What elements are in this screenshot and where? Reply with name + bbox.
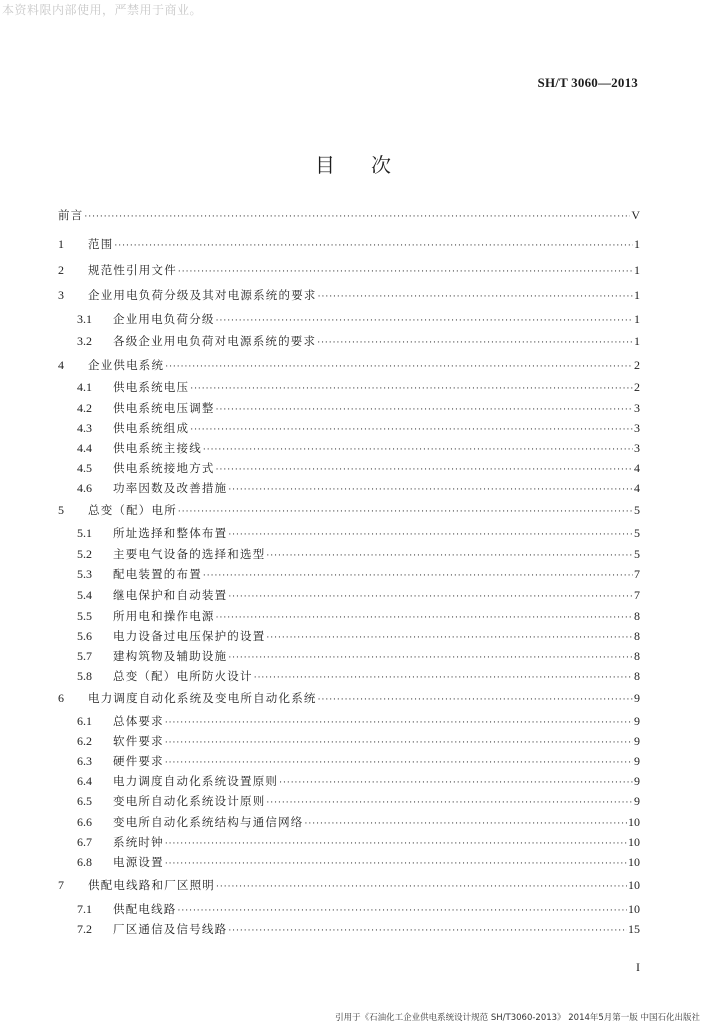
toc-dot-leader	[305, 815, 628, 833]
toc-entry-title: 所用电和操作电源	[113, 609, 215, 623]
toc-entry-page: 1	[634, 263, 640, 277]
toc-entry-number: 3.1	[77, 312, 92, 326]
toc-entry	[58, 286, 640, 304]
toc-dot-leader	[165, 734, 633, 752]
toc-entry	[77, 667, 640, 685]
toc-entry-title: 供配电线路和厂区照明	[88, 878, 215, 892]
toc-entry-title: 软件要求	[113, 734, 164, 748]
toc-dot-leader	[203, 441, 633, 459]
toc-entry-title: 配电装置的布置	[113, 567, 202, 581]
toc-entry-title: 继电保护和自动装置	[113, 588, 228, 602]
toc-entry-page: 9	[634, 794, 640, 808]
toc-entry-number: 6.2	[77, 734, 92, 748]
toc-dot-leader	[216, 401, 633, 419]
toc-entry-title: 变电所自动化系统结构与通信网络	[113, 815, 304, 829]
toc-entry	[58, 206, 640, 224]
toc-entry-number: 6.8	[77, 855, 92, 869]
toc-entry	[77, 419, 640, 437]
toc-dot-leader	[318, 288, 633, 306]
toc-entry-title: 所址选择和整体布置	[113, 526, 228, 540]
toc-entry-number: 5.5	[77, 609, 92, 623]
toc-entry	[77, 310, 640, 328]
toc-entry-page: 8	[634, 649, 640, 663]
toc-entry	[77, 439, 640, 457]
toc-entry-number: 7.1	[77, 902, 92, 916]
toc-entry-page: 1	[634, 237, 640, 251]
toc-entry-title: 电力调度自动化系统设置原则	[113, 774, 279, 788]
toc-dot-leader	[254, 669, 633, 687]
toc-entry-title: 企业用电负荷分级	[113, 312, 215, 326]
toc-entry-number: 5	[58, 503, 64, 517]
toc-dot-leader	[318, 691, 633, 709]
toc-entry-number: 5.4	[77, 588, 92, 602]
source-footer: 引用于《石油化工企业供电系统设计规范 SH/T3060-2013》 2014年5月第一版 中国石化出版社	[335, 1013, 700, 1023]
toc-entry-page: 4	[634, 481, 640, 495]
toc-entry-page: 8	[634, 669, 640, 683]
toc-dot-leader	[190, 380, 633, 398]
toc-entry-title: 厂区通信及信号线路	[113, 922, 228, 936]
toc-entry	[58, 235, 640, 253]
toc-dot-leader	[266, 547, 633, 565]
toc-entry-page: 1	[634, 288, 640, 302]
toc-entry-number: 6.6	[77, 815, 92, 829]
toc-dot-leader	[216, 312, 633, 330]
toc-entry-title: 硬件要求	[113, 754, 164, 768]
toc-dot-leader	[165, 358, 633, 376]
toc-entry-page: 10	[628, 878, 640, 892]
toc-entry-number: 5.1	[77, 526, 92, 540]
toc-entry	[77, 459, 640, 477]
toc-entry-page: V	[631, 208, 640, 222]
toc-entry-number: 7.2	[77, 922, 92, 936]
page-title: 目次	[315, 153, 427, 177]
toc-entry-number: 4.6	[77, 481, 92, 495]
toc-entry	[77, 607, 640, 625]
toc-dot-leader	[165, 714, 633, 732]
toc-entry-title: 电力设备过电压保护的设置	[113, 629, 266, 643]
toc-entry	[58, 501, 640, 519]
toc-entry	[77, 545, 640, 563]
toc-entry-title: 电源设置	[113, 855, 164, 869]
toc-entry-title: 建构筑物及辅助设施	[113, 649, 228, 663]
toc-entry-title: 总变（配）电所防火设计	[113, 669, 253, 683]
toc-entry-page: 9	[634, 691, 640, 705]
toc-entry-number: 3	[58, 288, 64, 302]
toc-dot-leader	[165, 855, 627, 873]
toc-entry-number: 4.3	[77, 421, 92, 435]
toc-entry-title: 供电系统电压	[113, 380, 190, 394]
toc-entry-title: 企业用电负荷分级及其对电源系统的要求	[88, 288, 317, 302]
toc-entry	[58, 261, 640, 279]
toc-dot-leader	[165, 835, 627, 853]
toc-entry-page: 2	[634, 380, 640, 394]
toc-entry-page: 5	[634, 526, 640, 540]
toc-entry-title: 变电所自动化系统设计原则	[113, 794, 266, 808]
toc-entry	[58, 876, 640, 894]
toc-entry-page: 1	[634, 334, 640, 348]
toc-entry-number: 6.1	[77, 714, 92, 728]
toc-entry-page: 7	[634, 567, 640, 581]
toc-dot-leader	[216, 609, 633, 627]
toc-dot-leader	[228, 526, 633, 544]
toc-dot-leader	[178, 902, 628, 920]
toc-entry-number: 6.3	[77, 754, 92, 768]
toc-dot-leader	[228, 588, 633, 606]
toc-entry-title: 总体要求	[113, 714, 164, 728]
toc-entry-title: 前言	[58, 208, 84, 222]
toc-entry-page: 10	[628, 902, 640, 916]
toc-entry-number: 4.1	[77, 380, 92, 394]
toc-entry-page: 9	[634, 714, 640, 728]
toc-dot-leader	[178, 263, 633, 281]
toc-dot-leader	[228, 481, 633, 499]
toc-entry-number: 4.5	[77, 461, 92, 475]
toc-entry-page: 4	[634, 461, 640, 475]
toc-entry-title: 范围	[88, 237, 114, 251]
toc-entry	[77, 752, 640, 770]
toc-entry-number: 5.7	[77, 649, 92, 663]
toc-entry	[77, 833, 640, 851]
toc-entry-title: 总变（配）电所	[88, 503, 177, 517]
toc-entry-title: 各级企业用电负荷对电源系统的要求	[113, 334, 317, 348]
toc-dot-leader	[178, 503, 633, 521]
toc-entry-number: 6	[58, 691, 64, 705]
toc-entry-page: 3	[634, 421, 640, 435]
toc-entry	[77, 920, 640, 938]
toc-entry-number: 5.6	[77, 629, 92, 643]
toc-entry-number: 4.4	[77, 441, 92, 455]
toc-dot-leader	[216, 461, 633, 479]
toc-entry-title: 供电系统接地方式	[113, 461, 215, 475]
toc-entry-number: 4.2	[77, 401, 92, 415]
toc-entry-page: 3	[634, 441, 640, 455]
toc-entry	[77, 853, 640, 871]
toc-entry-page: 10	[628, 835, 640, 849]
toc-entry-page: 5	[634, 547, 640, 561]
toc-entry	[77, 399, 640, 417]
toc-entry-title: 系统时钟	[113, 835, 164, 849]
toc-entry	[58, 689, 640, 707]
toc-entry-page: 3	[634, 401, 640, 415]
toc-entry	[77, 772, 640, 790]
watermark-text: 本资料限内部使用，严禁用于商业。	[2, 3, 203, 17]
toc-entry-title: 供电系统主接线	[113, 441, 202, 455]
toc-entry	[58, 356, 640, 374]
toc-entry	[77, 813, 640, 831]
toc-entry	[77, 479, 640, 497]
toc-dot-leader	[203, 567, 633, 585]
toc-entry-page: 15	[628, 922, 640, 936]
toc-entry	[77, 647, 640, 665]
toc-entry-page: 7	[634, 588, 640, 602]
toc-entry-number: 5.8	[77, 669, 92, 683]
toc-entry-title: 企业供电系统	[88, 358, 165, 372]
toc-entry	[77, 792, 640, 810]
toc-entry-page: 2	[634, 358, 640, 372]
toc-dot-leader	[190, 421, 633, 439]
toc-entry	[77, 627, 640, 645]
toc-dot-leader	[114, 237, 633, 255]
toc-entry-number: 5.2	[77, 547, 92, 561]
toc-entry-page: 8	[634, 609, 640, 623]
toc-entry	[77, 565, 640, 583]
toc-entry	[77, 378, 640, 396]
toc-entry-number: 2	[58, 263, 64, 277]
toc-entry-page: 1	[634, 312, 640, 326]
toc-entry-number: 5.3	[77, 567, 92, 581]
toc-entry-page: 9	[634, 734, 640, 748]
toc-entry-page: 10	[628, 855, 640, 869]
toc-entry-title: 供配电线路	[113, 902, 177, 916]
toc-dot-leader	[216, 878, 627, 896]
toc-entry-page: 5	[634, 503, 640, 517]
toc-entry	[77, 332, 640, 350]
toc-entry	[77, 900, 640, 918]
toc-entry-page: 8	[634, 629, 640, 643]
toc-entry-title: 供电系统组成	[113, 421, 190, 435]
toc-entry-number: 6.5	[77, 794, 92, 808]
toc-entry-title: 电力调度自动化系统及变电所自动化系统	[88, 691, 317, 705]
toc-entry-number: 6.4	[77, 774, 92, 788]
toc-entry-title: 供电系统电压调整	[113, 401, 215, 415]
toc-entry-page: 10	[628, 815, 640, 829]
standard-code: SH/T 3060—2013	[537, 75, 638, 90]
toc-entry	[77, 586, 640, 604]
toc-dot-leader	[84, 208, 630, 226]
page-number: I	[636, 960, 640, 974]
toc-dot-leader	[266, 629, 633, 647]
toc-entry-number: 4	[58, 358, 64, 372]
toc-dot-leader	[165, 754, 633, 772]
toc-entry-number: 1	[58, 237, 64, 251]
toc-entry-number: 3.2	[77, 334, 92, 348]
toc-dot-leader	[228, 649, 633, 667]
toc-entry	[77, 524, 640, 542]
toc-entry-title: 功率因数及改善措施	[113, 481, 228, 495]
toc-entry	[77, 732, 640, 750]
toc-entry-title: 主要电气设备的选择和选型	[113, 547, 266, 561]
toc-entry-title: 规范性引用文件	[88, 263, 177, 277]
toc-entry-number: 6.7	[77, 835, 92, 849]
toc-entry-page: 9	[634, 774, 640, 788]
toc-dot-leader	[228, 922, 627, 940]
toc-entry	[77, 712, 640, 730]
toc-entry-page: 9	[634, 754, 640, 768]
toc-dot-leader	[279, 774, 633, 792]
toc-entry-number: 7	[58, 878, 64, 892]
toc-dot-leader	[266, 794, 633, 812]
toc-dot-leader	[317, 334, 633, 352]
